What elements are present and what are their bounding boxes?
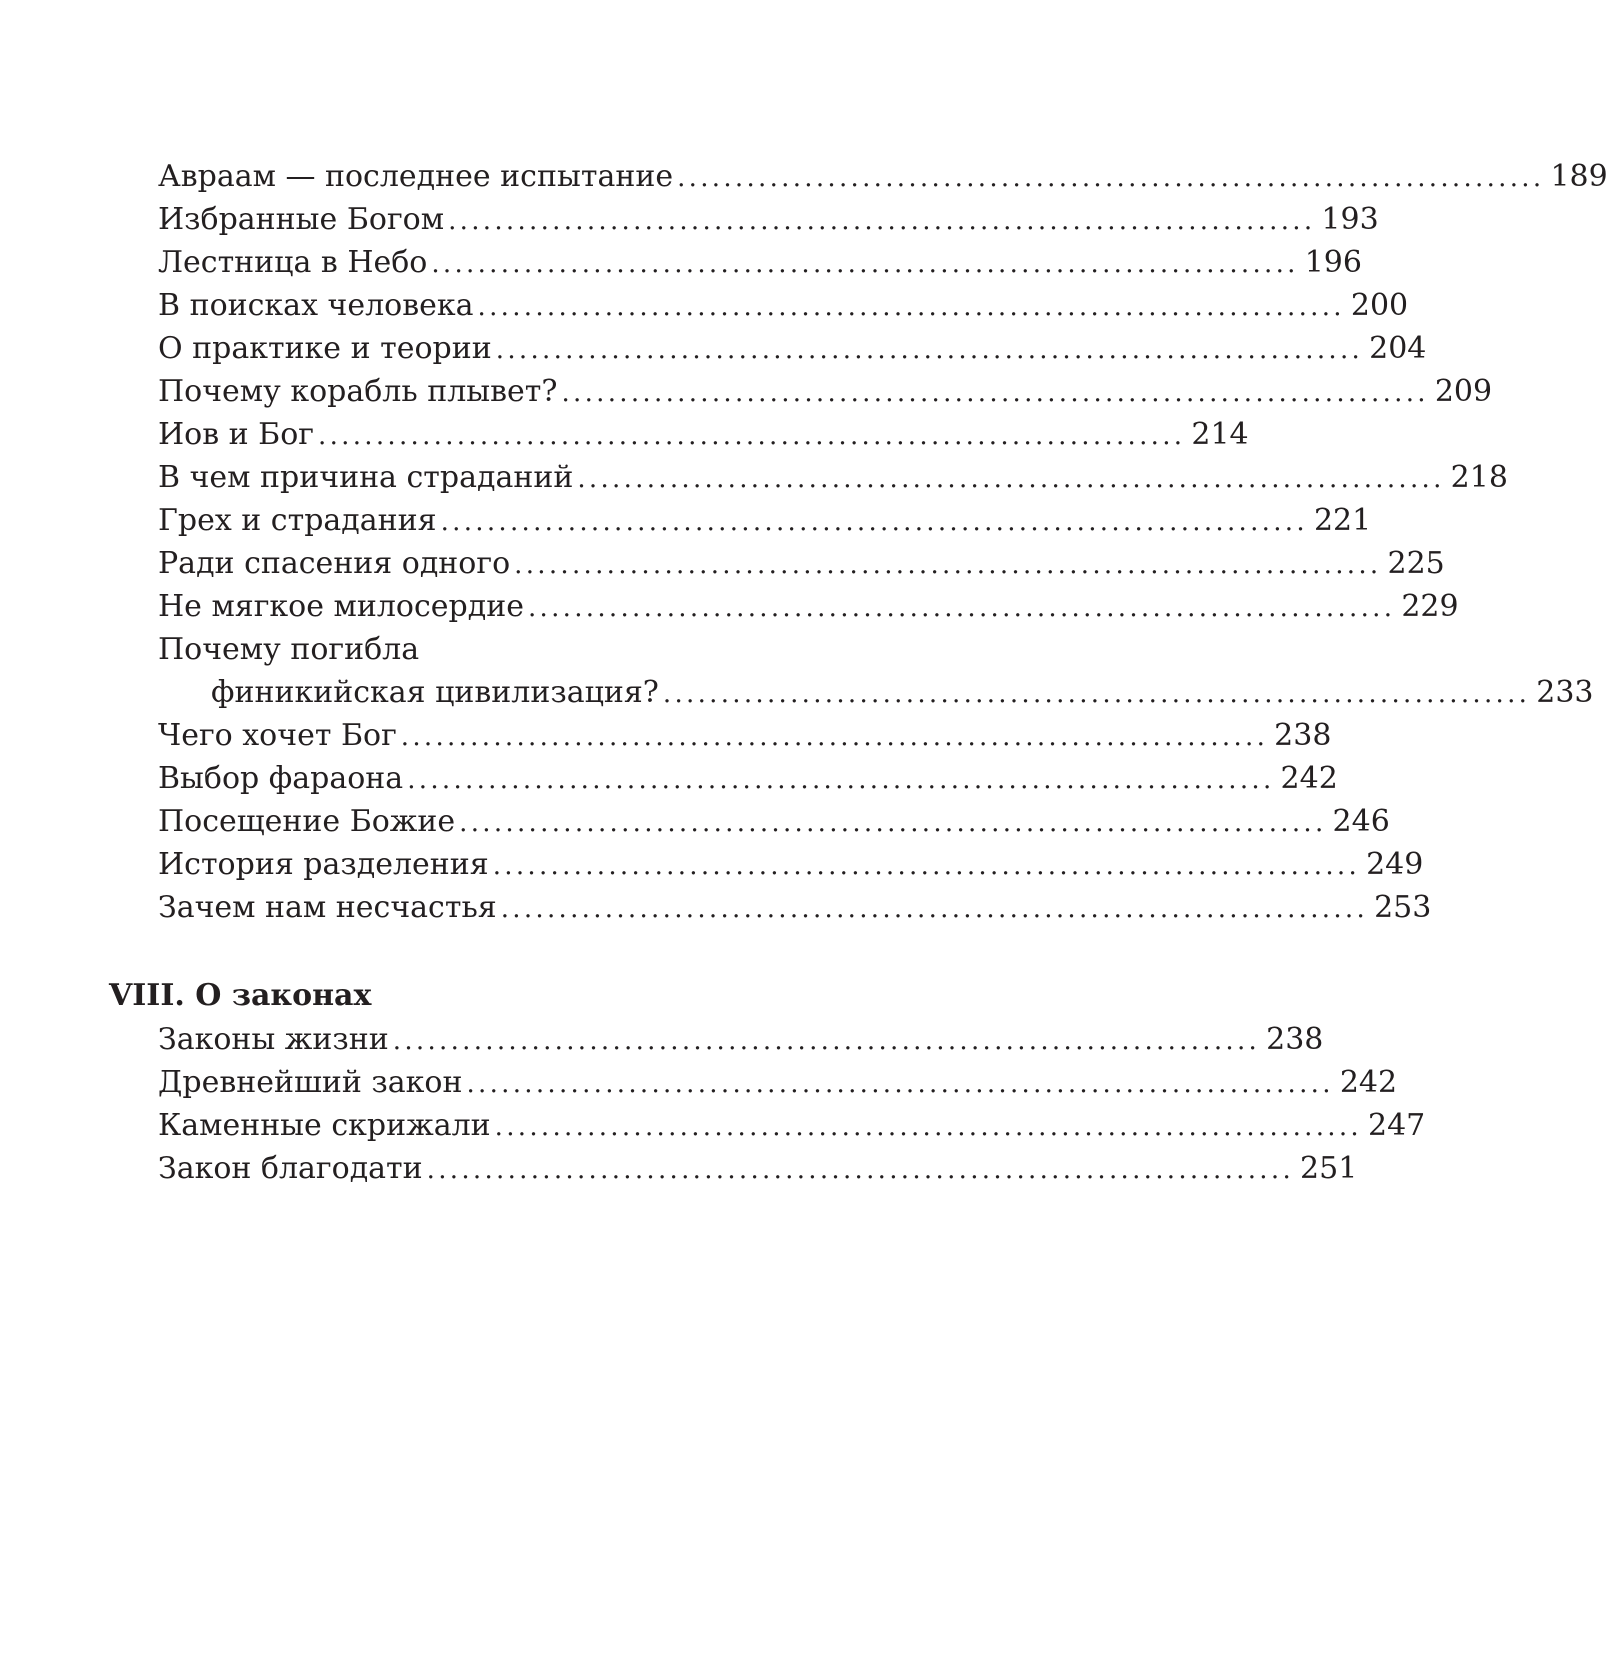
toc-entry-page: 238 (1266, 1022, 1324, 1057)
toc-entry (158, 284, 1409, 327)
toc-entry-page: 193 (1321, 202, 1379, 237)
toc-entry-page: 221 (1313, 503, 1372, 538)
dot-leader: ........................................................................... (392, 1026, 1261, 1056)
toc-entry-page: 209 (1434, 374, 1493, 409)
toc-entry-page: 238 (1274, 718, 1332, 753)
dot-leader: ........................................................................... (500, 894, 1369, 924)
toc-entry-title: Закон благодати (158, 1151, 423, 1186)
toc-entry (158, 198, 1379, 241)
toc-entry-title: Зачем нам несчастья (158, 890, 497, 925)
dot-leader: ........................................................................... (431, 249, 1299, 279)
toc-entry-title: История разделения (158, 847, 489, 882)
toc-entry-title: Почему погибла (158, 632, 420, 667)
toc-entry-page: 233 (1536, 675, 1594, 710)
toc-entry (158, 843, 1424, 886)
toc-entry-page: 249 (1366, 847, 1424, 882)
dot-leader: ........................................................................... (527, 593, 1396, 623)
toc-entry (158, 714, 1332, 757)
dot-leader: ........................................................................... (407, 765, 1275, 795)
toc-entry-title: Лестница в Небо (158, 245, 428, 280)
toc-entry-title: В чем причина страданий (158, 460, 574, 495)
toc-entry (158, 155, 1608, 198)
toc-entry (158, 886, 1432, 929)
toc-entry-page: 214 (1191, 417, 1249, 452)
toc-entry-page: 246 (1332, 804, 1390, 839)
toc-entry-title: Посещение Божие (158, 804, 456, 839)
toc-entry-title: Грех и страдания (158, 503, 437, 538)
toc-entry-page: 189 (1550, 159, 1608, 194)
toc-entry (158, 800, 1390, 843)
toc-entry (158, 542, 1445, 585)
toc-entry-title-continued: финикийская цивилизация? (211, 675, 659, 710)
toc-entry-title: Ради спасения одного (158, 546, 511, 581)
toc-entry-page: 204 (1369, 331, 1427, 366)
toc-entry-page: 218 (1450, 460, 1508, 495)
table-of-contents (158, 155, 1608, 929)
dot-leader: ........................................................................... (492, 851, 1361, 881)
toc-entry-page: 196 (1304, 245, 1362, 280)
dot-leader: ........................................................................... (459, 808, 1327, 838)
toc-entry (158, 413, 1249, 456)
dot-leader: ........................................................................... (662, 679, 1531, 709)
toc-entry (158, 757, 1338, 800)
toc-entry-title: Авраам — последнее испытание (158, 159, 674, 194)
toc-entry-title: Каменные скрижали (158, 1108, 491, 1143)
toc-entry (158, 241, 1362, 284)
toc-entry (158, 1018, 1324, 1061)
toc-entry-title: Почему корабль плывет? (158, 374, 558, 409)
dot-leader: ........................................................................... (448, 206, 1316, 236)
dot-leader: ........................................................................... (400, 722, 1269, 752)
toc-entry-first-line (158, 628, 873, 671)
toc-entry-title: Иов и Бог (158, 417, 315, 452)
dot-leader: ........................................................................... (514, 550, 1382, 580)
toc-entry-continuation (158, 671, 1594, 714)
dot-leader: ........................................................................... (318, 421, 1186, 451)
dot-leader: ........................................................................... (677, 163, 1545, 193)
toc-entry-page: 253 (1374, 890, 1432, 925)
toc-entry-title: Законы жизни (158, 1022, 389, 1057)
toc-entry-page: 229 (1401, 589, 1459, 624)
toc-entry-title: Чего хочет Бог (158, 718, 397, 753)
toc-entry-page: 251 (1300, 1151, 1358, 1186)
dot-leader: ........................................................................... (440, 507, 1308, 537)
toc-entry (158, 1061, 1398, 1104)
toc-entry-title: Избранные Богом (158, 202, 445, 237)
toc-entry-title: В поисках человека (158, 288, 474, 323)
dot-leader: ........................................................................... (577, 464, 1445, 494)
toc-entry-page: 247 (1368, 1108, 1426, 1143)
toc-entry-title: О практике и теории (158, 331, 492, 366)
toc-entry (158, 1147, 1358, 1190)
section-heading: VIII. О законах (109, 978, 372, 1013)
toc-entry-page: 225 (1387, 546, 1445, 581)
toc-entry-page: 242 (1339, 1065, 1398, 1100)
dot-leader: ........................................................................... (561, 378, 1429, 408)
toc-entry (158, 585, 1459, 628)
dot-leader: ........................................................................... (466, 1069, 1334, 1099)
toc-entry-title: Выбор фараона (158, 761, 404, 796)
toc-entry-title: Древнейший закон (158, 1065, 463, 1100)
toc-entry-title: Не мягкое милосердие (158, 589, 524, 624)
dot-leader: ........................................................................... (495, 335, 1364, 365)
dot-leader: ........................................................................... (477, 292, 1345, 322)
toc-entry (158, 1104, 1426, 1147)
dot-leader: ........................................................................... (494, 1112, 1362, 1142)
toc-entry (158, 327, 1427, 370)
section-entries (158, 1018, 1426, 1190)
toc-entry (158, 370, 1493, 413)
toc-entry (158, 499, 1372, 542)
toc-entry-page: 242 (1280, 761, 1338, 796)
toc-entry (158, 456, 1508, 499)
dot-leader: ........................................................................... (426, 1155, 1295, 1185)
toc-entry-page: 200 (1350, 288, 1409, 323)
